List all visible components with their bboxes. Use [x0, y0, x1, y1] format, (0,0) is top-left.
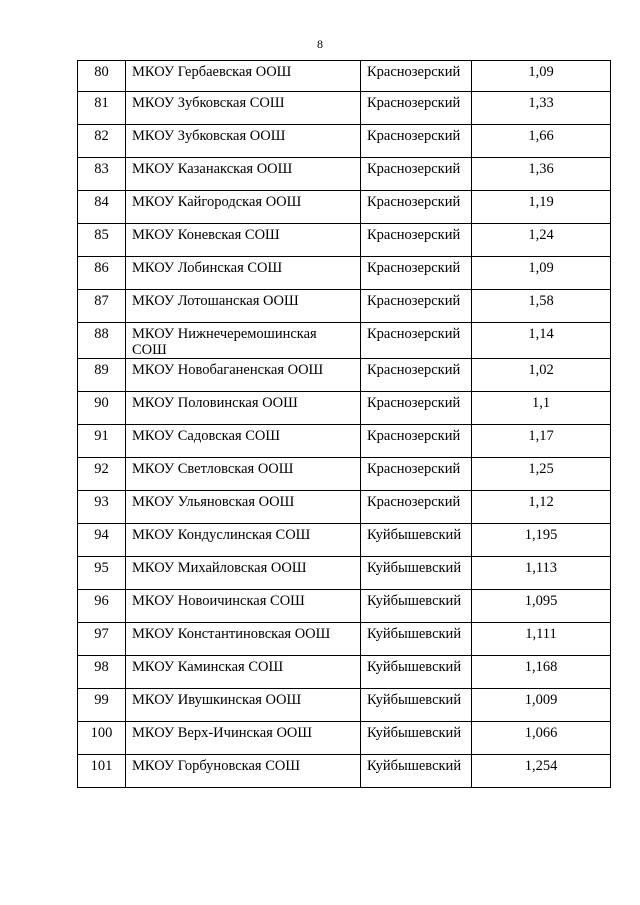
table-row	[78, 689, 611, 722]
district-cell: Куйбышевский	[361, 623, 472, 656]
row-number-cell: 99	[78, 689, 126, 722]
district-cell: Краснозерский	[361, 257, 472, 290]
school-name-cell: МКОУ Садовская СОШ	[126, 425, 361, 458]
school-name-cell: МКОУ Зубковская СОШ	[126, 92, 361, 125]
school-name-cell: МКОУ Кондуслинская СОШ	[126, 524, 361, 557]
school-name-cell: МКОУ Ивушкинская ООШ	[126, 689, 361, 722]
district-cell: Краснозерский	[361, 458, 472, 491]
table-row	[78, 524, 611, 557]
table-row	[78, 722, 611, 755]
coefficient-cell: 1,009	[472, 689, 611, 722]
table-row	[78, 623, 611, 656]
table-row	[78, 491, 611, 524]
coefficient-cell: 1,113	[472, 557, 611, 590]
row-number-cell: 87	[78, 290, 126, 323]
school-name-cell: МКОУ Горбуновская СОШ	[126, 755, 361, 788]
district-cell: Краснозерский	[361, 392, 472, 425]
table-body	[78, 61, 611, 788]
school-name-cell: МКОУ Нижнечеремошинская СОШ	[126, 323, 361, 359]
table-row	[78, 257, 611, 290]
table-row	[78, 323, 611, 359]
coefficient-cell: 1,14	[472, 323, 611, 359]
table-row	[78, 92, 611, 125]
row-number-cell: 82	[78, 125, 126, 158]
school-name-cell: МКОУ Константиновская ООШ	[126, 623, 361, 656]
school-name-cell: МКОУ Половинская ООШ	[126, 392, 361, 425]
school-name-cell: МКОУ Михайловская ООШ	[126, 557, 361, 590]
district-cell: Краснозерский	[361, 359, 472, 392]
row-number-cell: 94	[78, 524, 126, 557]
row-number-cell: 88	[78, 323, 126, 359]
row-number-cell: 85	[78, 224, 126, 257]
row-number-cell: 95	[78, 557, 126, 590]
district-cell: Краснозерский	[361, 224, 472, 257]
row-number-cell: 90	[78, 392, 126, 425]
school-name-cell: МКОУ Лотошанская ООШ	[126, 290, 361, 323]
school-name-cell: МКОУ Новоичинская СОШ	[126, 590, 361, 623]
school-name-cell: МКОУ Коневская СОШ	[126, 224, 361, 257]
coefficient-cell: 1,25	[472, 458, 611, 491]
table-row	[78, 458, 611, 491]
district-cell: Краснозерский	[361, 491, 472, 524]
coefficient-cell: 1,195	[472, 524, 611, 557]
table-row	[78, 392, 611, 425]
row-number-cell: 97	[78, 623, 126, 656]
district-cell: Краснозерский	[361, 323, 472, 359]
school-name-cell: МКОУ Каминская СОШ	[126, 656, 361, 689]
table-row	[78, 656, 611, 689]
coefficient-cell: 1,17	[472, 425, 611, 458]
table-row	[78, 158, 611, 191]
row-number-cell: 101	[78, 755, 126, 788]
school-name-cell: МКОУ Гербаевская ООШ	[126, 61, 361, 92]
district-cell: Куйбышевский	[361, 590, 472, 623]
table-row	[78, 590, 611, 623]
row-number-cell: 96	[78, 590, 126, 623]
row-number-cell: 100	[78, 722, 126, 755]
coefficient-cell: 1,095	[472, 590, 611, 623]
table-row	[78, 359, 611, 392]
row-number-cell: 89	[78, 359, 126, 392]
table-row	[78, 125, 611, 158]
coefficient-cell: 1,33	[472, 92, 611, 125]
district-cell: Куйбышевский	[361, 689, 472, 722]
row-number-cell: 80	[78, 61, 126, 92]
school-name-cell: МКОУ Казанакская ООШ	[126, 158, 361, 191]
district-cell: Куйбышевский	[361, 656, 472, 689]
district-cell: Куйбышевский	[361, 755, 472, 788]
school-name-cell: МКОУ Ульяновская ООШ	[126, 491, 361, 524]
district-cell: Краснозерский	[361, 191, 472, 224]
table-row	[78, 224, 611, 257]
district-cell: Краснозерский	[361, 92, 472, 125]
district-cell: Краснозерский	[361, 290, 472, 323]
page-number: 8	[317, 37, 323, 51]
table-row	[78, 557, 611, 590]
table-row	[78, 191, 611, 224]
row-number-cell: 84	[78, 191, 126, 224]
coefficient-cell: 1,168	[472, 656, 611, 689]
district-cell: Краснозерский	[361, 125, 472, 158]
coefficient-cell: 1,19	[472, 191, 611, 224]
school-name-cell: МКОУ Зубковская ООШ	[126, 125, 361, 158]
row-number-cell: 81	[78, 92, 126, 125]
coefficient-cell: 1,09	[472, 61, 611, 92]
coefficient-cell: 1,58	[472, 290, 611, 323]
school-name-cell: МКОУ Лобинская СОШ	[126, 257, 361, 290]
coefficient-cell: 1,02	[472, 359, 611, 392]
schools-table	[77, 60, 611, 788]
row-number-cell: 92	[78, 458, 126, 491]
district-cell: Куйбышевский	[361, 722, 472, 755]
coefficient-cell: 1,254	[472, 755, 611, 788]
row-number-cell: 86	[78, 257, 126, 290]
district-cell: Куйбышевский	[361, 557, 472, 590]
table-row	[78, 61, 611, 92]
coefficient-cell: 1,36	[472, 158, 611, 191]
coefficient-cell: 1,12	[472, 491, 611, 524]
table-row	[78, 755, 611, 788]
school-name-cell: МКОУ Светловская ООШ	[126, 458, 361, 491]
coefficient-cell: 1,111	[472, 623, 611, 656]
row-number-cell: 91	[78, 425, 126, 458]
coefficient-cell: 1,066	[472, 722, 611, 755]
row-number-cell: 93	[78, 491, 126, 524]
table-row	[78, 290, 611, 323]
coefficient-cell: 1,24	[472, 224, 611, 257]
coefficient-cell: 1,1	[472, 392, 611, 425]
school-name-cell: МКОУ Кайгородская ООШ	[126, 191, 361, 224]
district-cell: Краснозерский	[361, 425, 472, 458]
coefficient-cell: 1,66	[472, 125, 611, 158]
district-cell: Краснозерский	[361, 61, 472, 92]
coefficient-cell: 1,09	[472, 257, 611, 290]
district-cell: Краснозерский	[361, 158, 472, 191]
row-number-cell: 98	[78, 656, 126, 689]
district-cell: Куйбышевский	[361, 524, 472, 557]
school-name-cell: МКОУ Верх-Ичинская ООШ	[126, 722, 361, 755]
table-row	[78, 425, 611, 458]
school-name-cell: МКОУ Новобаганенская ООШ	[126, 359, 361, 392]
row-number-cell: 83	[78, 158, 126, 191]
